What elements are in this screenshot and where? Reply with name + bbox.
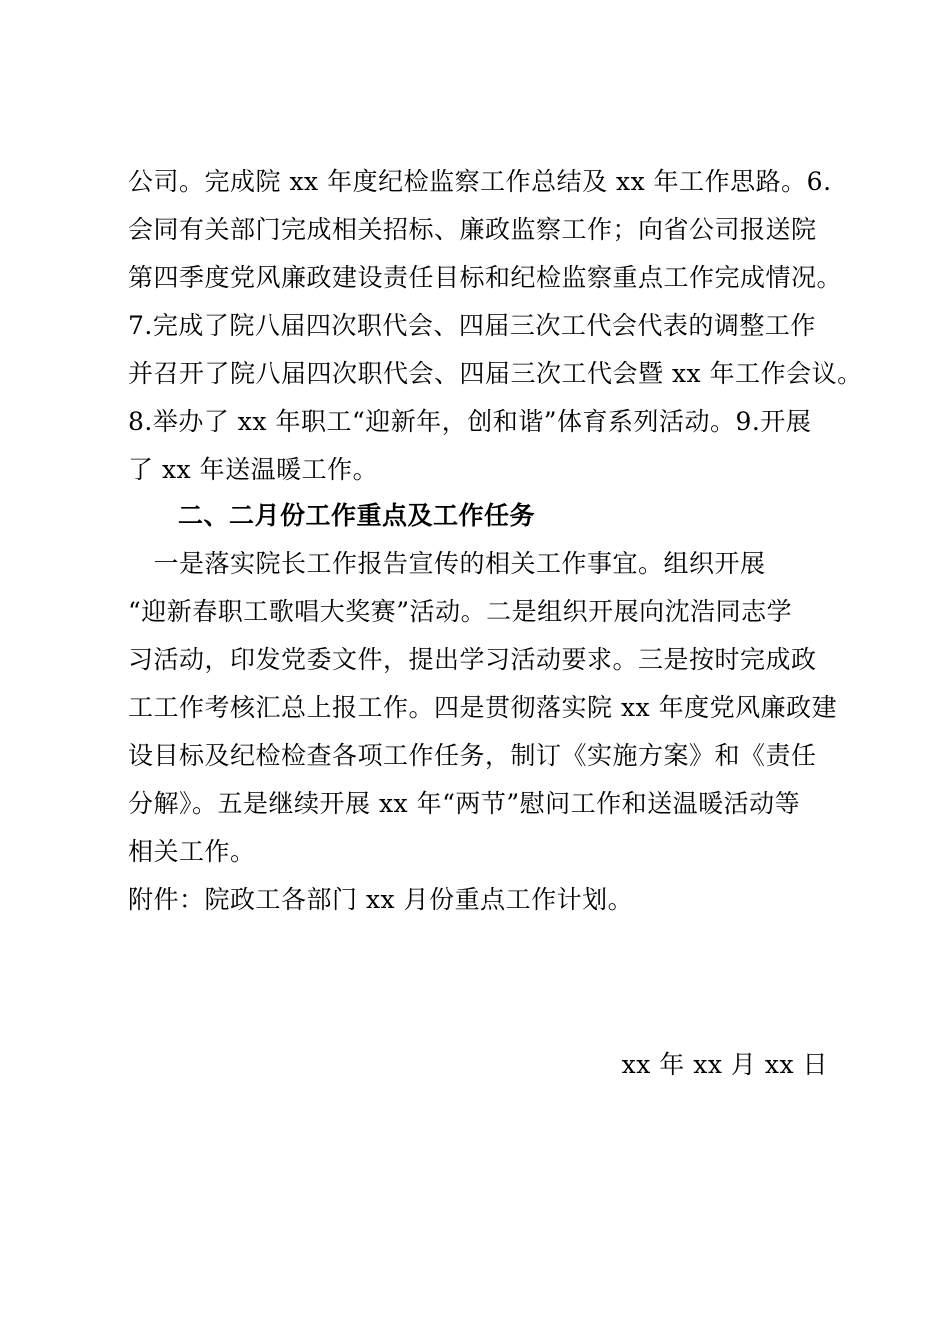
paragraph-line: 设目标及纪检检查各项工作任务，制订《实施方案》和《责任 — [128, 741, 817, 770]
paragraph-line: 相关工作。 — [128, 837, 256, 866]
paragraph-line: 习活动，印发党委文件，提出学习活动要求。三是按时完成政 — [128, 645, 817, 674]
paragraph-line: 工工作考核汇总上报工作。四是贯彻落实院 xx 年度党风廉政建 — [128, 693, 838, 722]
paragraph-line: 7.完成了院八届四次职代会、四届三次工代会代表的调整工作 — [128, 311, 816, 340]
paragraph-line: 8.举办了 xx 年职工“迎新年，创和谐”体育系列活动。9.开展 — [128, 407, 812, 436]
paragraph-line: 了 xx 年送温暖工作。 — [128, 455, 379, 484]
paragraph-line: 分解》。五是继续开展 xx 年“两节”慰问工作和送温暖活动等 — [128, 789, 801, 818]
paragraph-line: 一是落实院长工作报告宣传的相关工作事宜。组织开展 — [128, 549, 766, 578]
paragraph-line: 公司。完成院 xx 年度纪检监察工作总结及 xx 年工作思路。6. — [128, 167, 832, 196]
paragraph-line: 会同有关部门完成相关招标、廉政监察工作；向省公司报送院 — [128, 215, 817, 244]
document-date: xx 年 xx 月 xx 日 — [621, 1050, 828, 1079]
paragraph-line: 并召开了院八届四次职代会、四届三次工代会暨 xx 年工作会议。 — [128, 359, 863, 388]
paragraph-line: 第四季度党风廉政建设责任目标和纪检监察重点工作完成情况。 — [128, 263, 843, 292]
section-heading: 二、二月份工作重点及工作任务 — [178, 501, 536, 530]
paragraph-line: “迎新春职工歌唱大奖赛”活动。二是组织开展向沈浩同志学 — [128, 597, 793, 626]
attachment-note: 附件：院政工各部门 xx 月份重点工作计划。 — [128, 885, 634, 914]
